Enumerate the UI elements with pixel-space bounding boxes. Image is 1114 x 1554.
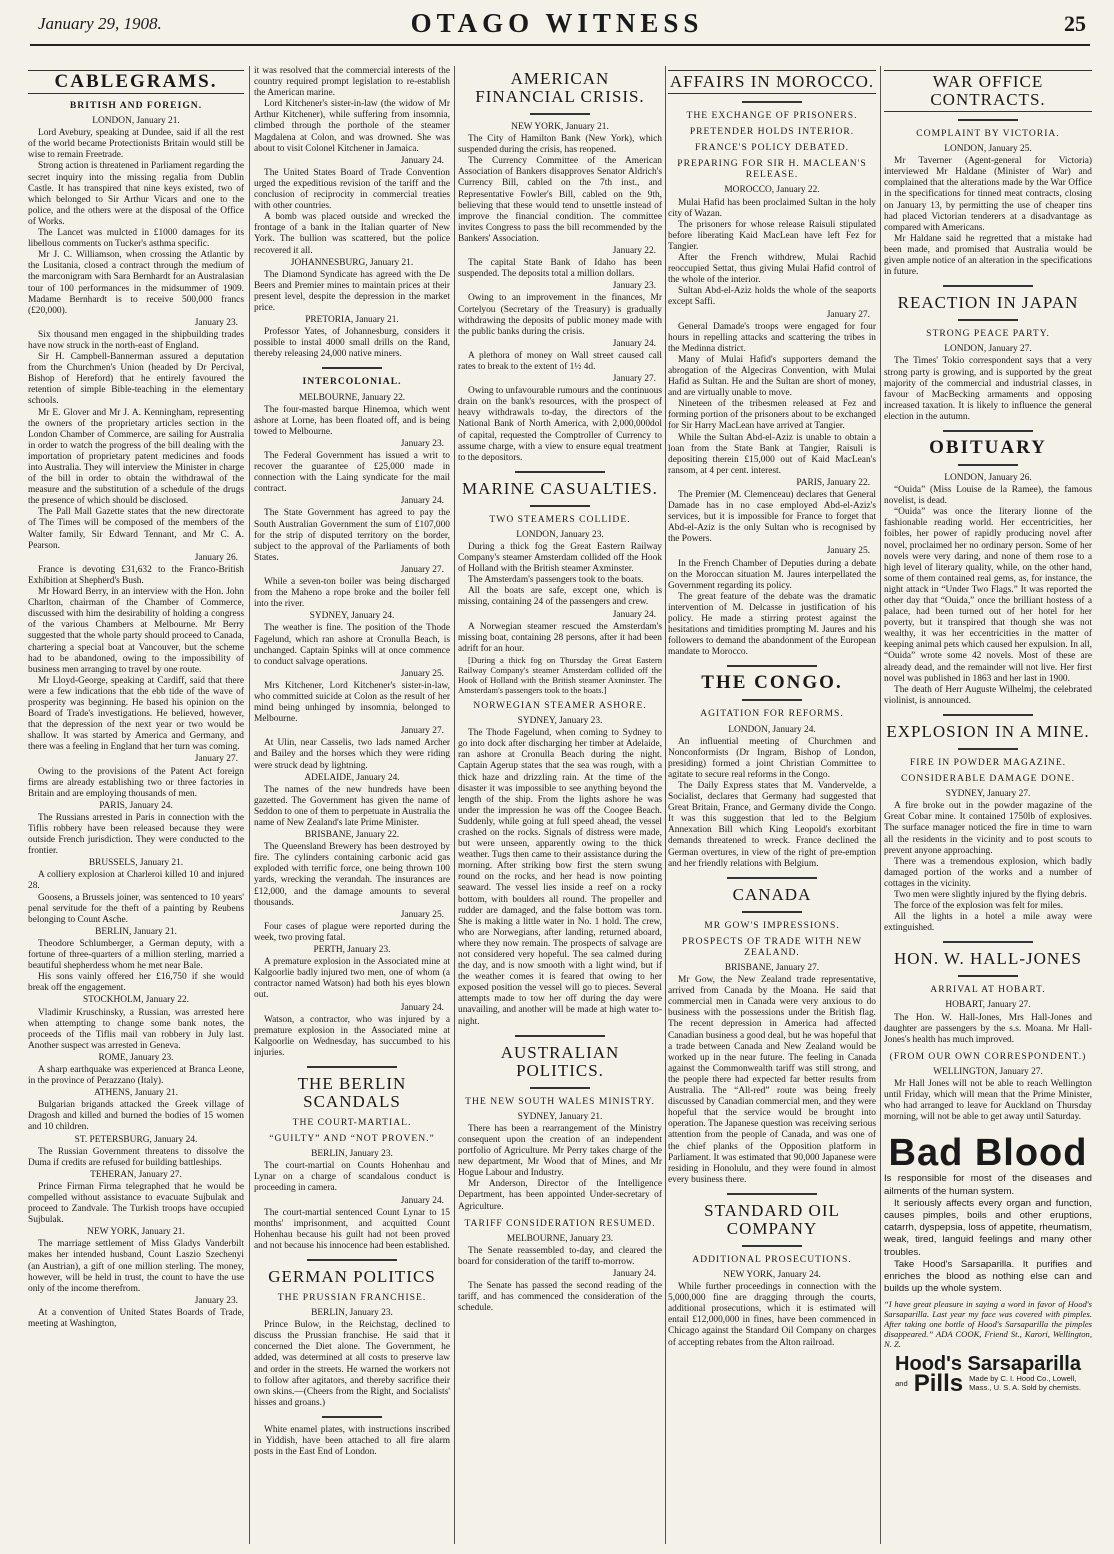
masthead: [0, 0, 1114, 58]
paragraph: Lord Avebury, speaking at Dundee, said if all the rest of the world became Protectionists Britain would still be wise to remain Freetrade.: [28, 128, 244, 161]
paragraph: Four cases of plague were reported during the week, two proving fatal.: [254, 921, 450, 943]
dateline: NEW YORK, January 21.: [511, 122, 609, 132]
ad-headline: Bad Blood: [888, 1132, 1088, 1175]
dateline: January 24.: [400, 1195, 444, 1206]
paragraph: Sir H. Campbell-Bannerman assured a deputation from the Churchmen's Union (headed by Dr Percival, Bishop of Hereford) that he entirely favoured the retention of simple Bible-teaching in the elementary schools.: [28, 352, 244, 407]
dateline: BRUSSELS, January 21.: [88, 858, 184, 869]
ornamental-rule: [943, 285, 1033, 287]
dateline: BRISBANE, January 27.: [724, 963, 820, 973]
subheading: THE EXCHANGE OF PRISONERS.: [686, 110, 858, 121]
dateline: BERLIN, January 21.: [95, 926, 177, 937]
paragraph: Sultan Abd-el-Aziz holds the whole of the seaports except Saffi.: [668, 286, 876, 308]
section-title-reaction-in-japan: REACTION IN JAPAN: [897, 293, 1079, 313]
paragraph: An influential meeting of Churchmen and Nonconformists (Dr Ingram, Bishop of London, presiding) formed a joint Christian Committee to agitate to secure real reforms in the Congo.: [668, 736, 876, 780]
paragraph: Nineteen of the tribesmen released at Fez and forming portion of the prisoners about to be exchanged for Sir Harry MacLean have arrived at Tangier.: [668, 399, 876, 432]
paragraph: A Norwegian steamer rescued the Amsterdam's missing boat, containing 28 persons, after it had been adrift for an hour.: [458, 621, 662, 654]
ornamental-rule: [742, 101, 802, 103]
ornamental-rule: [530, 113, 590, 115]
subheading: TWO STEAMERS COLLIDE.: [489, 513, 631, 525]
subheading: THE COURT-MARTIAL.: [292, 1116, 412, 1128]
ornamental-rule: [742, 699, 802, 701]
subheading: COMPLAINT BY VICTORIA.: [916, 128, 1060, 139]
dateline: January 23.: [194, 317, 238, 328]
column-divider: [249, 66, 250, 1544]
paragraph: In the French Chamber of Deputies during a debate on the Moroccan situation M. Jaures interpellated the Government regarding its policy.: [668, 558, 876, 591]
ad-and: and: [895, 1378, 908, 1388]
paragraph: The court-martial sentenced Count Lynar to 15 months' imprisonment, and acquitted Count Hohenhau because his guilt had not been proved and not because his innocence had been established.: [254, 1207, 450, 1251]
dateline: BERLIN, January 23.: [311, 1149, 393, 1160]
dateline: January 24.: [400, 496, 444, 507]
ornamental-rule: [515, 471, 605, 473]
dateline: HOBART, January 27.: [945, 1000, 1031, 1011]
paragraph: At Ulin, near Casselis, two lads named Archer and Bailey and the horses which they were riding were struck dead by lightning.: [254, 738, 450, 771]
ad-body: Take Hood's Sarsaparilla. It purifies and enriches the blood as nothing else can and builds up the whole system.: [884, 1258, 1092, 1295]
ad-brand: Hood's Sarsaparilla: [895, 1353, 1081, 1376]
dateline: LONDON, January 24.: [728, 724, 816, 735]
paragraph: The death of Herr Auguste Wilhelmj, the celebrated violinist, is announced.: [884, 684, 1092, 706]
paragraph: The prisoners for whose release Raisuli stipulated before liberating Kaid MacLean have left Fez for Tangier.: [668, 219, 876, 252]
dateline: January 25.: [826, 546, 870, 557]
paragraph: it was resolved that the commercial interests of the country required prompt legislation to re-establish the American marine.: [254, 66, 450, 99]
subheading: PREPARING FOR SIR H. MACLEAN'S RELEASE.: [677, 158, 867, 181]
subheading: THE PRUSSIAN FRANCHISE.: [277, 1292, 427, 1303]
dateline: LONDON, January 23.: [516, 529, 604, 540]
paragraph: Owing to an improvement in the finances, Mr Cortelyou (Secretary of the Treasury) is gradually withdrawing the deposits of public money made with the public banks during the crisis.: [458, 293, 662, 337]
paragraph: A plethora of money on Wall street caused call rates to break to the extent of 1½ 4d.: [458, 350, 662, 372]
paragraph: Theodore Schlumberger, a German deputy, with a fortune of three-quarters of a million sterling, married a beautiful shepherdess whom he met near Bale.: [28, 938, 244, 972]
dateline: SYDNEY, January 27.: [945, 789, 1031, 800]
dateline: LONDON, January 27.: [944, 344, 1032, 355]
paragraph: Lord Kitchener's sister-in-law (the widow of Mr Arthur Kitchener), while suffering from insomnia, climbed through the porthole of the steamer Magdalena at Colon, and was drowned. She was about to visit Colonel Kitchener in Jamaica.: [254, 99, 450, 154]
masthead-rule: [30, 44, 1090, 46]
ornamental-rule: [530, 505, 590, 507]
section-title-berlin-scandals: THE BERLIN SCANDALS: [297, 1073, 407, 1111]
paragraph: The Amsterdam's passengers took to the boats.: [468, 575, 644, 586]
section-title-war-office-contracts: WAR OFFICE CONTRACTS.: [884, 70, 1092, 112]
dateline: LONDON, January 21.: [92, 116, 180, 127]
dateline: JOHANNESBURG, January 21.: [290, 257, 414, 268]
ornamental-rule: [727, 877, 817, 879]
dateline: January 25.: [400, 668, 444, 679]
subheading: CONSIDERABLE DAMAGE DONE.: [901, 773, 1075, 785]
paragraph: The Thode Fagelund, when coming to Sydney to go into dock after discharging her timber at Adelaide, ran ashore at Cronulla Beach during the night. Captain Agerup states that the sea was rough, with a thick haze and drizzling rain. At the time of the disaster it was impossible to see anything beyond the length of the ship. From the lights ashore he was under the impression he was off the Coogee Beach. Suddenly, while going at full speed ahead, the vessel crashed on the rocks. Signals of distress were made, but were unseen, apparently owing to the thick weather. Tugs then came to their assistance during the morning. After striking bow first the stern swung round on the rocks, and her head is now pointing seaward. The vessel lies inside a reef on a rocky bottom, with boulders all round. The propeller and rudder are damaged, and the false bottom was torn. She is making a little water in No. 1 hold. The crew, who are Norwegians, after landing, returned aboard, where they now remain. The prospects of salvage are not considered very hopeful. The sea calmed during the day, and is now smooth with a light wind, but if the weather comes it is feared that owing to her exposed position the vessel will go to pieces. Several attempts made to tow her off during the day were unavailing, and another will be made at high water to-night.: [458, 728, 662, 1027]
paragraph: Mr E. Glover and Mr J. A. Kenningham, representing the owners of the proprietary articles section in the London Chamber of Commerce, are sailing for Australia in order to watch the progress of the bill dealing with the importation of proprietary patent medicines and foods into Australia. They will interview the Minister in charge of the bill in order to obtain the withdrawal of the measure and the substitution of a schedule of the drugs the presence of which should be disclosed.: [28, 407, 244, 507]
section-title-affairs-in-morocco: AFFAIRS IN MOROCCO.: [668, 70, 876, 94]
section-title-german-politics: GERMAN POLITICS: [268, 1267, 436, 1286]
dateline: PARIS, January 24.: [99, 800, 173, 811]
ornamental-rule: [958, 119, 1018, 121]
section-title-hon-w-hall-jones: HON. W. HALL-JONES: [894, 949, 1082, 969]
paragraph: “Ouida” (Miss Louise de la Ramee), the famous novelist, is dead.: [884, 485, 1092, 507]
subheading: TARIFF CONSIDERATION RESUMED.: [464, 1217, 656, 1229]
column-5: [884, 66, 1092, 1544]
dateline: January 27.: [612, 374, 656, 385]
paragraph: The capital State Bank of Idaho has been suspended. The deposits total a million dollars.: [458, 258, 662, 280]
dateline: SYDNEY, January 23.: [517, 716, 603, 727]
column-divider: [665, 66, 666, 1544]
ornamental-rule: [727, 1193, 817, 1195]
dateline: ADELAIDE, January 24.: [304, 772, 400, 783]
paragraph: A sharp earthquake was experienced at Branca Leone, in the province of Perazzano (Italy).: [28, 1064, 244, 1087]
paragraph: General Damade's troops were engaged for four hours in repelling attacks and scattering the tribes in the Medinna district.: [668, 321, 876, 354]
paragraph: At a convention of United States Boards of Trade, meeting at Washington,: [28, 1307, 244, 1330]
paragraph: The Diamond Syndicate has agreed with the De Beers and Premier mines to maintain prices at their present level, despite the depression in the market price.: [254, 269, 450, 313]
newspaper-title: OTAGO WITNESS: [410, 8, 704, 38]
column-3: [458, 66, 662, 1544]
paragraph: Mr Gow, the New Zealand trade representative, arrived from Canada by the Moana. He said that commercial men in Canada were very anxious to do business with the possessions under the British flag. The recent depression in America had affected Canadian business a good deal, but he was hopeful that a trade between Canada and New Zealand would be worked up in the near future. The feeling in Canada against the Commonwealth tariff was still strong, and the people there had expected far better results from Australia. The “All-red” route was being freely discussed by Canadian commercial men, and they were hopeful that the service would be brought into operation. The Japanese question was receiving serious attention from the people of Canada, and was one of the chief planks of the Opposition platform in Parliament. It was estimated that 90,000 Japanese were residing in Honolulu, and they were found in almost every business there.: [668, 975, 876, 1185]
dateline: PRETORIA, January 21.: [305, 315, 399, 326]
paragraph: The court-martial on Counts Hohenhau and Lynar on a charge of scandalous conduct is proceeding in camera.: [254, 1161, 450, 1194]
paragraph: The City of Hamilton Bank (New York), which suspended during the crisis, has reopened.: [458, 134, 662, 156]
paragraph: Owing to the provisions of the Patent Act foreign firms are already establishing two or three factories in Britain and are employing thousands of men.: [28, 766, 244, 799]
ad-maker-line: Mass., U. S. A. Sold by chemists.: [969, 1383, 1081, 1392]
subheading: ARRIVAL AT HOBART.: [930, 984, 1046, 996]
dateline: January 27.: [400, 726, 444, 737]
paragraph: The weather is fine. The position of the Thode Fagelund, which ran ashore at Cronulla Beach, is unchanged. Captain Spinks will at once commence to conduct salvage operations.: [254, 623, 450, 667]
paragraph: White enamel plates, with instructions inscribed in Yiddish, have been attached to all fire alarm posts in the East End of London.: [254, 1424, 450, 1458]
dateline: January 24.: [612, 1268, 656, 1279]
dateline: BERLIN, January 23.: [311, 1308, 393, 1319]
ornamental-rule: [958, 319, 1018, 321]
dateline: January 22.: [612, 246, 656, 257]
paragraph: Mulai Hafid has been proclaimed Sultan in the holy city of Wazan.: [668, 197, 876, 219]
dateline: January 24.: [612, 338, 656, 349]
subheading: NORWEGIAN STEAMER ASHORE.: [473, 699, 647, 711]
paragraph: Professor Yates, of Johannesburg, considers it possible to instal 4000 small drills on the Rand, thereby releasing 24,000 native miners.: [254, 327, 450, 360]
ornamental-rule: [307, 1066, 397, 1068]
ad-testimonial: “I have great pleasure in saying a word in favor of Hood's Sarsaparilla. Last year my face was covered with pimples. After taking one bottle of Hood's Sarsaparilla the pimples disappeared.” ADA COOK, Friend St., Karori, Wellington, N. Z.: [884, 1299, 1092, 1350]
dateline: January 23.: [612, 281, 656, 292]
paragraph: A fire broke out in the powder magazine of the Great Cobar mine. It contained 1750lb of explosives. The surface manager noticed the fire in time to warn all the residents in the vicinity and to post scouts to prevent anyone approaching.: [884, 801, 1092, 856]
dateline: January 24.: [400, 1002, 444, 1013]
section-title-obituary: OBITUARY: [929, 436, 1047, 458]
paragraph: Mr Haldane said he regretted that a mistake had been made, and promised that Australia would be given ample notice of an alteration in the specifications in future.: [884, 233, 1092, 278]
ad-maker: [969, 1375, 1081, 1392]
paragraph: Many of Mulai Hafid's supporters demand the abrogation of the Algeciras Convention, with Mulai Hafid as Sultan. He and the Sultan are short of money, and are virtually unable to move.: [668, 354, 876, 399]
dateline: January 27.: [826, 309, 870, 320]
paragraph: Mrs Kitchener, Lord Kitchener's sister-in-law, who committed suicide at Colon as the result of her mind being unhinged by insomnia, belonged to Melbourne.: [254, 680, 450, 725]
dateline: January 23.: [194, 1295, 238, 1306]
paragraph: The force of the explosion was felt for miles.: [894, 901, 1063, 912]
paragraph: The Currency Committee of the American Association of Bankers disapproves Senator Aldrich's Currency Bill, cabled on the 7th inst., and Representative Fowler's Bill, cabled on the 9th, believing that these would tend to unsettle instead of improve the financial condition. The committee invites Congress to pass the bill recommended by the Bankers' Association.: [458, 156, 662, 244]
paragraph: During a thick fog the Great Eastern Railway Company's steamer Amsterdam collided off the Hook of Holland with the British steamer Axminster.: [458, 542, 662, 575]
column-2: [254, 66, 450, 1544]
paragraph: Mr Lloyd-George, speaking at Cardiff, said that there were a few indications that the ebb tide of the wave of prosperity was beginning. He based his opinion on the Board of Trade's investigations. He believed, however, that the depression of the next year or two would be shallow. It was started by America and Germany, and there was a feeling in England that her turn was coming.: [28, 675, 244, 753]
subheading: PROSPECTS OF TRADE WITH NEW ZEALAND.: [681, 935, 863, 958]
ornamental-rule: [958, 748, 1018, 750]
ornamental-rule: [943, 430, 1033, 432]
ornamental-rule: [515, 1035, 605, 1037]
dateline: BRISBANE, January 22.: [304, 830, 400, 841]
paragraph: The United States Board of Trade Convention urged the expeditious revision of the tariff and the conclusion of reciprocity in commercial treaties with other countries.: [254, 167, 450, 212]
dateline: January 25.: [400, 909, 444, 920]
dateline: TEHERAN, January 27.: [90, 1169, 182, 1180]
paragraph: There has been a rearrangement of the Ministry consequent upon the creation of an independent portfolio of Agriculture. Mr Perry takes charge of the new department, Mr Wood that of Mines, and Mr Hogue Labour and Industry.: [458, 1123, 662, 1179]
paragraph: There was a tremendous explosion, which badly damaged portion of the works and a number of cottages in the vicinity.: [884, 856, 1092, 889]
paragraph: While further proceedings in connection with the 5,000,000 fine are dragging through the courts, additional prosecutions, which it is estimated will entail £12,000,000 in fines, have been commenced in Chicago against the Standard Oil Company on charges of accepting rebates from the Alton railroad.: [668, 1282, 876, 1348]
dateline: ROME, January 23.: [98, 1052, 174, 1063]
subheading: PRETENDER HOLDS INTERIOR.: [689, 126, 855, 138]
subheading-intercolonial: INTERCOLONIAL.: [302, 376, 402, 388]
paragraph: The Premier (M. Clemenceau) declares that General Damade has in no case employed Abd-el-Aziz's services, but it is impossible for France to forget that Abd-el-Aziz is the only Sultan who is recognised by the Powers.: [668, 490, 876, 545]
column-1: [28, 66, 244, 1544]
paragraph: The Pall Mall Gazette states that the new directorate of The Times will be composed of the members of the Walter family, Sir Edward Tennant, and Mr C. A. Pearson.: [28, 507, 244, 551]
paragraph: Goosens, a Brussels joiner, was sentenced to 10 years' penal servitude for the theft of a painting by Reubens belonging to Count Asche.: [28, 892, 244, 925]
dateline: WELLINGTON, January 27.: [933, 1066, 1043, 1077]
ornamental-rule: [322, 367, 382, 369]
paragraph: Mr Hall Jones will not be able to reach Wellington until Friday, which will mean that the Prime Minister, who had arranged to leave for Auckland on Thursday morning, will not be able to get away until Saturday.: [884, 1079, 1092, 1123]
dateline: NEW YORK, January 21.: [87, 1227, 185, 1238]
hoods-sarsaparilla-advertisement: [884, 1132, 1092, 1398]
dateline: ATHENS, January 21.: [94, 1088, 178, 1099]
paragraph: The Senate reassembled to-day, and cleared the board for consideration of the tariff to-morrow.: [458, 1245, 662, 1267]
section-title-canada: CANADA: [732, 884, 812, 904]
ad-body: It seriously affects every organ and function, causes pimples, boils and other eruptions, catarrh, dyspepsia, loss of appetite, rheumatism, weak, tired, languid feelings and many other troubles.: [884, 1197, 1092, 1258]
section-title-explosion-in-a-mine: EXPLOSION IN A MINE.: [886, 721, 1090, 741]
dateline: January 24.: [612, 609, 656, 620]
subheading: BRITISH AND FOREIGN.: [69, 100, 203, 111]
paragraph: A bomb was placed outside and wrecked the frontage of a bank in the Italian quarter of New York. The bullion was scattered, but the police recovered it all.: [254, 212, 450, 256]
subheading: ADDITIONAL PROSECUTIONS.: [692, 1253, 852, 1265]
paragraph: All the boats are safe, except one, which is missing, containing 24 of the passengers and crew.: [458, 586, 662, 608]
section-title-marine-casualties: MARINE CASUALTIES.: [462, 478, 658, 498]
dateline: SYDNEY, January 24.: [309, 611, 395, 622]
paragraph: Two men were slightly injured by the flying debris.: [894, 889, 1087, 900]
dateline: PARIS, January 22.: [796, 477, 870, 488]
ornamental-rule: [727, 665, 817, 667]
section-title-the-congo: THE CONGO.: [701, 672, 843, 694]
dateline: January 23.: [400, 438, 444, 449]
dateline: LONDON, January 25.: [944, 144, 1032, 155]
paragraph: Owing to unfavourable rumours and the continuous drain on the bank's resources, with the prospect of heavy withdrawals to-day, the directors of the National Bank of North America, with 2,000,000dol of capital, requested the Comptroller of Currency to assume charge, with a view to ensure equal treatment to the depositors.: [458, 386, 662, 463]
paragraph: While a seven-ton boiler was being discharged from the Maheno a rope broke and the boiler fell into the river.: [254, 577, 450, 610]
issue-date: January 29, 1908.: [38, 14, 162, 33]
paragraph: Bulgarian brigands attacked the Greek village of Dragosh and killed and burned the bodies of 15 women and 10 children.: [28, 1100, 244, 1133]
paragraph: “Ouida” was once the literary lionne of the fashionable reading world. Her eccentricities, her foibles, her power of rapidly producing novel after novel, proclaimed her no ordinary person. Some of her novels were very daring, and none of them rose to a high level of literary quality, while, on the other hand, some of them contained real gems, as, for instance, the night attack in “Under Two Flags.” It was reported the other day that “Ouida,” once the brilliant hostess of a palace, had been turned out of her hotel for her poverty, but it transpired that though she was not wealthy, it was her eccentricities in the matter of keeping animal pets which caused her expulsion. In all, “Ouida” wrote some 42 novels. Most of these are already dead, and the remainder will not live. Her first novel was published in 1863 and her last in 1900.: [884, 507, 1092, 684]
paragraph: While the Sultan Abd-el-Aziz is unable to obtain a loan from the State Bank at Tangier, Raisuli is depositing therein £15,000 out of Kaid MacLean's ransom, at 4 per cent. interest.: [668, 432, 876, 476]
subheading: FRANCE'S POLICY DEBATED.: [694, 142, 850, 154]
section-title-australian-politics: AUSTRALIAN POLITICS.: [500, 1042, 620, 1080]
dateline: PERTH, January 23.: [313, 945, 391, 956]
ad-pills-line: [884, 1370, 1092, 1398]
ornamental-rule: [742, 1245, 802, 1247]
paragraph: Mr Taverner (Agent-general for Victoria) interviewed Mr Haldane (Minister of War) and complained that the alterations made by the War Office in the specifications for tinned meat contracts, closing on January 13, by permitting the use of cheaper tins had placed Victorian tenderers at a disadvantage as compared with Americans.: [884, 156, 1092, 233]
paragraph: Six thousand men engaged in the shipbuilding trades have now struck in the north-east of England.: [28, 329, 244, 351]
paragraph: France is devoting £31,632 to the Franco-British Exhibition at Shepherd's Bush.: [28, 564, 244, 586]
paragraph: After the French withdrew, Mulai Rachid reoccupied Settat, thus giving Mulai Hafid control of the whole of the interior.: [668, 253, 876, 286]
ornamental-rule: [307, 1259, 397, 1261]
paragraph: Vladimir Kruschinsky, a Russian, was arrested here when attempting to change some bank notes, the proceeds of the Tiflis mail van robbery in July last. Another suspect was arrested in Geneva.: [28, 1007, 244, 1051]
paragraph: [During a thick fog on Thursday the Great Eastern Railway Company's steamer Amsterdam collided off the Hook of Holland with the British steamer Axminster. The Amsterdam's passengers took to the boats.]: [458, 654, 662, 695]
subheading: MR GOW'S IMPRESSIONS.: [704, 919, 840, 931]
paragraph: The Lancet was mulcted in £1000 damages for its libellous comments on Tucker's asthma specific.: [28, 228, 244, 250]
paragraph: The Daily Express states that M. Vandervelde, a Socialist, declares that Germany had suggested that Great Britain, France, and Germany divide the Congo. It was this suggestion that led to the Belgium Annexation Bill which King Leopold's exorbitant demands threatened to wreck. France declined the German overtures, in view of the right of pre-emption and her friendly relations with Belgium.: [668, 780, 876, 869]
page-number: 25: [1064, 11, 1086, 36]
paragraph: Mr J. C. Williamson, when crossing the Atlantic by the Lusitania, closed a contract through the medium of the marconigram with Sara Bernhardt for an Australasian tour of 100 performances in the midsummer of 1909. Madame Bernhardt is to receive 500,000 francs (£20,000).: [28, 250, 244, 316]
dateline: January 27.: [194, 754, 238, 765]
paragraph: The names of the new hundreds have been gazetted. The Government has given the name of Seddon to one of them to perpetuate in Australia the name of New Zealand's late Prime Minister.: [254, 784, 450, 828]
section-title-cablegrams: CABLEGRAMS.: [28, 70, 244, 94]
paragraph: The Queensland Brewery has been destroyed by fire. The cylinders containing carbonic acid gas exploded with terrific force, one being thrown 100 yards, wrecking the verandah. The insurances are £12,000, and the damage amounts to several thousands.: [254, 842, 450, 908]
dateline: January 26.: [194, 552, 238, 563]
dateline: MOROCCO, January 22.: [724, 185, 820, 196]
paragraph: The Federal Government has issued a writ to recover the guarantee of £25,000 made in connection with the Laing syndicate for the mail contract.: [254, 451, 450, 495]
paragraph: Strong action is threatened in Parliament regarding the secret inquiry into the missing regalia from Dublin Castle. It has transpired that nine keys existed, two of which belonged to Sir Arthur Vicars and one to the police, and the others were at the disposal of the Office of Works.: [28, 161, 244, 227]
column-4: [668, 66, 876, 1544]
paragraph: His sons vainly offered her £16,750 if she would break off the engagement.: [28, 972, 244, 994]
ornamental-rule: [742, 911, 802, 913]
paragraph: The State Government has agreed to pay the South Australian Government the sum of £107,000 for the strip of disputed territory on the border, subject to the approval of the Parliaments of both States.: [254, 508, 450, 563]
column-divider: [454, 66, 455, 1544]
paragraph: A premature explosion in the Associated mine at Kalgoorlie badly injured two men, one of whom (a contractor named Watson) had both his eyes blown out.: [254, 957, 450, 1001]
ad-maker-line: Made by C. I. Hood Co., Lowell,: [969, 1374, 1077, 1384]
paragraph: A colliery explosion at Charleroi killed 10 and injured 28.: [28, 870, 244, 892]
paragraph: Prince Bulow, in the Reichstag, declined to discuss the Prussian franchise. He said that it concerned the Diet alone. The Government, he added, was determined at all costs to preserve law and order in the streets. He warned the workers not to follow after agitators, and thereby sacrifice their own skins.—(Cheers from the Right, and Socialists' hisses and groans.): [254, 1320, 450, 1408]
paragraph: The Senate has passed the second reading of the tariff, and has commenced the consideration of the schedule.: [458, 1281, 662, 1314]
ornamental-rule: [943, 714, 1033, 716]
ornamental-rule: [530, 1087, 590, 1089]
paragraph: The Times' Tokio correspondent says that a very strong party is growing, and is supported by the great majority of the commercial and industrial classes, in favour of MacBecking armaments and opposing increased taxation. It is likely to influence the general election in the autumn.: [884, 356, 1092, 422]
paragraph: The Russians arrested in Paris in connection with the Tiflis robbery have been released because they were outside French jurisdiction. They were conducted to the frontier.: [28, 812, 244, 857]
dateline: LONDON, January 26.: [944, 472, 1032, 483]
ornamental-rule: [322, 1416, 382, 1418]
column-divider: [880, 66, 881, 1544]
section-title-american-financial-crisis: AMERICAN FINANCIAL CRISIS.: [475, 69, 645, 106]
dateline: January 24.: [400, 155, 444, 166]
dateline: NEW YORK, January 24.: [723, 1269, 821, 1280]
paragraph: Prince Firman Firma telegraphed that he would be compelled without assistance to evacuate Sujbulak and proceed to Zandvale. The Turkish troops have occupied Sujbulak.: [28, 1181, 244, 1226]
paragraph: The marriage settlement of Miss Gladys Vanderbilt makes her intended husband, Count Laszio Szechenyi (an Austrian), a gift of one million sterling. The money, however, will be held in trust, the count to have the use only of the income therefrom.: [28, 1239, 244, 1294]
subheading: AGITATION FOR REFORMS.: [700, 708, 844, 720]
dateline: SYDNEY, January 21.: [517, 1111, 603, 1122]
paragraph: Mr Anderson, Director of the Intelligence Department, has been appointed Under-secretary of Agriculture.: [458, 1179, 662, 1212]
paragraph: Mr Howard Berry, in an interview with the Hon. John Charlton, chairman of the Chamber of Commerce, discussed with him the desirability of holding a congress of the various Chambers at Melbourne. Mr Berry suggested that the whole party should proceed to Canada, chartering a special boat at Vancouver, but the scheme had to be abandoned, owing to the impossibility of business men arranging to travel by one route.: [28, 587, 244, 675]
ornamental-rule: [958, 464, 1018, 466]
subheading: “GUILTY” AND “NOT PROVEN.”: [269, 1133, 435, 1145]
ornamental-rule: [958, 975, 1018, 977]
paragraph: All the lights in a hotel a mile away were extinguished.: [884, 912, 1092, 934]
section-title-standard-oil-company: STANDARD OIL COMPANY: [704, 1200, 840, 1238]
subheading: THE NEW SOUTH WALES MINISTRY.: [465, 1095, 655, 1107]
paragraph: The great feature of the debate was the dramatic intervention of M. Delcasse in justification of his policy. He made a stirring protest against the hesitations and timidities prompting M. Jaures and his followers to demand the abandonment of the European mandate to Morocco.: [668, 591, 876, 658]
dateline: STOCKHOLM, January 22.: [82, 995, 190, 1006]
dateline: MELBOURNE, January 22.: [298, 392, 406, 403]
dateline: January 27.: [400, 564, 444, 575]
paragraph: Watson, a contractor, who was injured by a premature explosion in the Associated mine at Kalgoorlie on Wednesday, has succumbed to his injuries.: [254, 1014, 450, 1058]
paragraph: The Hon. W. Hall-Jones, Mrs Hall-Jones and daughter are passengers by the s.s. Moana. Mr Hall-Jones's health has much improved.: [884, 1012, 1092, 1045]
subheading: (FROM OUR OWN CORRESPONDENT.): [889, 1050, 1087, 1062]
dateline: MELBOURNE, January 23.: [506, 1233, 614, 1244]
ad-pills: Pills: [913, 1370, 964, 1398]
ad-body: Is responsible for most of the diseases and ailments of the human system.: [884, 1173, 1092, 1197]
subheading: STRONG PEACE PARTY.: [926, 328, 1050, 340]
dateline: ST. PETERSBURG, January 24.: [74, 1134, 198, 1145]
subheading: FIRE IN POWDER MAGAZINE.: [909, 756, 1067, 768]
paragraph: The four-masted barque Hinemoa, which went ashore at Lorne, has been floated off, and is being towed to Melbourne.: [254, 404, 450, 437]
paragraph: The Russian Government threatens to dissolve the Duma if credits are refused for building battleships.: [28, 1146, 244, 1168]
ornamental-rule: [943, 941, 1033, 943]
